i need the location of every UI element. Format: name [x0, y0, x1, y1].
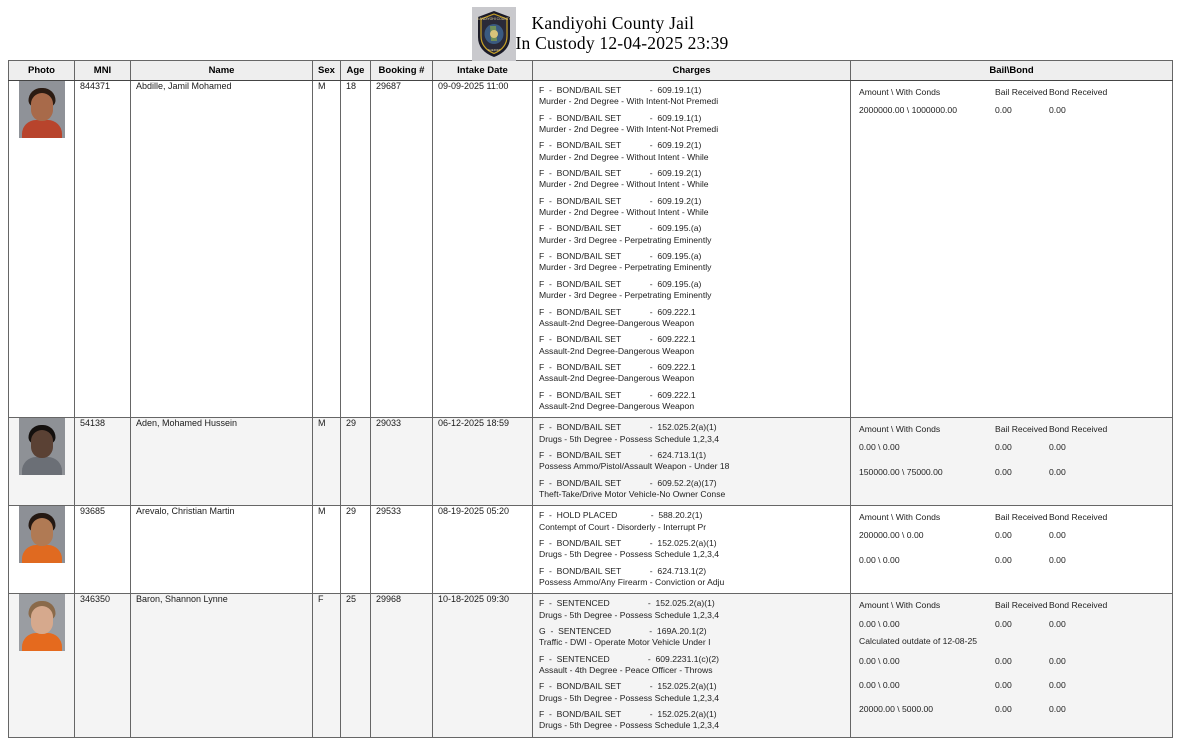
inmate-age-text: 25 — [346, 594, 357, 605]
charge-status-statute: F - BOND/BAIL SET - 609.19.2(1) — [539, 140, 702, 151]
inmate-name — [131, 594, 313, 737]
bail-bond-cell — [851, 418, 1173, 506]
column-header-name[interactable]: Name — [131, 61, 313, 81]
inmate-name — [131, 506, 313, 594]
charge-description: Assault-2nd Degree-Dangerous Weapon — [539, 400, 695, 411]
mugshot-image — [19, 594, 65, 651]
charge-item — [539, 85, 844, 108]
charge-description: Theft-Take/Drive Motor Vehicle-No Owner Conse — [539, 488, 726, 499]
booking-number — [371, 594, 433, 737]
bail-header-amount: Amount \ With Conds — [859, 600, 941, 611]
bail-header-amount: Amount \ With Conds — [859, 87, 941, 97]
charge-item — [539, 510, 844, 533]
bail-header-amount: Amount \ With Conds — [859, 512, 941, 523]
mugshot-image — [19, 506, 65, 563]
bail-received-value: 0.00 — [995, 618, 1012, 629]
charge-list — [533, 594, 850, 736]
bail-received-value: 0.00 — [995, 655, 1012, 666]
booking-number-text: 29687 — [376, 81, 402, 91]
charge-description: Murder - 3rd Degree - Perpetrating Eminently — [539, 262, 712, 273]
bail-row — [859, 704, 1164, 715]
charge-item — [539, 362, 844, 385]
bail-row — [859, 105, 1164, 116]
table-body — [9, 81, 1173, 738]
bail-block — [851, 594, 1172, 718]
bail-amount: 20000.00 \ 5000.00 — [859, 704, 934, 715]
intake-date-text: 06-12-2025 18:59 — [438, 418, 510, 429]
charge-status-statute: F - BOND/BAIL SET - 609.222.1 — [539, 389, 696, 400]
inmate-mni-text: 93685 — [80, 506, 106, 517]
charges-cell — [533, 506, 851, 594]
inmate-photo-cell — [9, 594, 75, 737]
inmate-sex-text: M — [318, 506, 326, 517]
charge-description: Assault-2nd Degree-Dangerous Weapon — [539, 345, 695, 356]
charge-status-statute: F - BOND/BAIL SET - 609.52.2(a)(17) — [539, 477, 717, 488]
intake-date — [433, 506, 533, 594]
charge-description: Murder - 2nd Degree - Without Intent - While — [539, 179, 709, 190]
column-header-photo[interactable]: Photo — [9, 61, 75, 81]
bail-header-bail-received: Bail Received — [995, 512, 1048, 523]
bail-amount: 0.00 \ 0.00 — [859, 554, 900, 565]
column-header-intake[interactable]: Intake Date — [433, 61, 533, 81]
bail-header-bail-received: Bail Received — [995, 87, 1048, 97]
booking-number-text: 29033 — [376, 418, 402, 429]
inmate-sex — [313, 81, 341, 418]
bond-received-value: 0.00 — [1049, 618, 1066, 629]
bail-block — [851, 81, 1172, 119]
roster-table — [8, 60, 1173, 738]
charge-description: Drugs - 5th Degree - Possess Schedule 1,2,3,4 — [539, 609, 720, 620]
bail-received-value: 0.00 — [995, 704, 1012, 715]
charge-item — [539, 223, 844, 246]
bail-header-bail-received: Bail Received — [995, 600, 1048, 611]
charge-status-statute: F - HOLD PLACED - 588.20.2(1) — [539, 510, 703, 521]
booking-number — [371, 81, 433, 418]
bail-header-bond-received: Bond Received — [1049, 424, 1108, 435]
inmate-mni — [75, 506, 131, 594]
charge-description: Murder - 2nd Degree - Without Intent - While — [539, 207, 709, 218]
column-header-booking[interactable]: Booking # — [371, 61, 433, 81]
charge-status-statute: F - BOND/BAIL SET - 609.19.2(1) — [539, 168, 702, 179]
inmate-sex — [313, 506, 341, 594]
charge-item — [539, 422, 844, 445]
table-row[interactable] — [9, 418, 1173, 506]
charge-status-statute: F - BOND/BAIL SET - 609.222.1 — [539, 306, 696, 317]
charge-description: Murder - 3rd Degree - Perpetrating Eminently — [539, 290, 712, 301]
bail-row — [859, 656, 1164, 667]
charge-description: Murder - 2nd Degree - Without Intent - While — [539, 151, 709, 162]
bond-received-value: 0.00 — [1049, 466, 1066, 477]
bail-header-bond-received: Bond Received — [1049, 512, 1108, 523]
inmate-age — [341, 506, 371, 594]
charge-item — [539, 334, 844, 357]
charge-description: Possess Ammo/Pistol/Assault Weapon - Under 18 — [539, 461, 730, 472]
mugshot-image — [19, 81, 65, 138]
inmate-age-text: 29 — [346, 418, 357, 429]
bond-received-value: 0.00 — [1049, 442, 1066, 453]
charges-cell — [533, 418, 851, 506]
bail-row — [859, 680, 1164, 691]
charge-status-statute: F - BOND/BAIL SET - 152.025.2(a)(1) — [539, 538, 717, 548]
bond-received-value: 0.00 — [1049, 655, 1066, 666]
bail-received-value: 0.00 — [995, 554, 1012, 565]
charge-description: Contempt of Court - Disorderly - Interrupt Pr — [539, 521, 707, 532]
bail-received-value: 0.00 — [995, 680, 1012, 691]
intake-date — [433, 418, 533, 506]
bail-header-amount: Amount \ With Conds — [859, 424, 941, 435]
roster-table-container — [0, 60, 1200, 738]
bail-amount: 0.00 \ 0.00 — [859, 618, 900, 629]
table-header-row — [9, 61, 1173, 81]
intake-date — [433, 594, 533, 737]
bail-received-value: 0.00 — [995, 105, 1012, 116]
inmate-photo-cell — [9, 418, 75, 506]
bail-block — [851, 418, 1172, 481]
bail-received-value: 0.00 — [995, 466, 1012, 477]
page-title: Kandiyohi County Jail — [531, 12, 695, 33]
bail-column-headers — [859, 600, 1164, 611]
charge-status-statute: F - BOND/BAIL SET - 152.025.2(a)(1) — [539, 681, 717, 692]
inmate-mni-text: 54138 — [80, 418, 106, 429]
intake-date-text: 10-18-2025 09:30 — [438, 594, 510, 605]
charge-item — [539, 140, 844, 163]
charge-description: Drugs - 5th Degree - Possess Schedule 1,2,3,4 — [539, 549, 720, 560]
charge-description: Possess Ammo/Any Firearm - Conviction or Adju — [539, 577, 725, 588]
charge-status-statute: F - BOND/BAIL SET - 609.195.(a) — [539, 223, 702, 234]
bail-amount: 0.00 \ 0.00 — [859, 442, 900, 453]
inmate-age — [341, 418, 371, 506]
mugshot-image — [19, 418, 65, 475]
column-header-age[interactable]: Age — [341, 61, 371, 81]
inmate-photo-cell — [9, 506, 75, 594]
bond-received-value: 0.00 — [1049, 105, 1066, 116]
charge-item — [539, 168, 844, 191]
charge-status-statute: F - BOND/BAIL SET - 152.025.2(a)(1) — [539, 422, 717, 433]
charge-list — [533, 418, 850, 505]
inmate-age — [341, 81, 371, 418]
charge-item — [539, 390, 844, 413]
charge-item — [539, 279, 844, 302]
bail-amount: 200000.00 \ 0.00 — [859, 530, 924, 541]
intake-date-text: 08-19-2025 05:20 — [438, 506, 510, 517]
charge-item — [539, 654, 844, 677]
column-header-bail[interactable]: Bail\Bond — [851, 61, 1173, 81]
charge-status-statute: F - SENTENCED - 152.025.2(a)(1) — [539, 598, 715, 609]
inmate-age-text: 29 — [346, 506, 357, 517]
inmate-age — [341, 594, 371, 737]
charge-item — [539, 307, 844, 330]
charge-description: Assault-2nd Degree-Dangerous Weapon — [539, 373, 695, 384]
inmate-photo-cell — [9, 81, 75, 418]
charge-item — [539, 251, 844, 274]
bail-note: Calculated outdate of 12-08-25 — [859, 635, 978, 646]
bail-amount: 150000.00 \ 75000.00 — [859, 466, 943, 477]
bail-header-bond-received: Bond Received — [1049, 600, 1108, 611]
inmate-sex-text: M — [318, 418, 326, 429]
bail-bond-cell — [851, 594, 1173, 737]
bail-row — [859, 619, 1164, 630]
charges-cell — [533, 594, 851, 737]
table-row[interactable] — [9, 81, 1173, 418]
charge-item — [539, 566, 844, 589]
page-header — [0, 0, 1200, 60]
charge-item — [539, 626, 844, 649]
inmate-age-text: 18 — [346, 81, 357, 91]
inmate-name-text: Arevalo, Christian Martin — [136, 506, 235, 517]
charge-status-statute: F - BOND/BAIL SET - 609.222.1 — [539, 361, 696, 372]
inmate-name-text: Aden, Mohamed Hussein — [136, 418, 238, 429]
inmate-mni-text: 346350 — [80, 594, 111, 605]
booking-number-text: 29968 — [376, 594, 402, 605]
table-row[interactable] — [9, 506, 1173, 594]
inmate-sex — [313, 418, 341, 506]
column-header-sex[interactable]: Sex — [313, 61, 341, 81]
bail-column-headers — [859, 424, 1164, 435]
charge-status-statute: F - SENTENCED - 609.2231.1(c)(2) — [539, 653, 720, 664]
intake-date — [433, 81, 533, 418]
charge-status-statute: F - BOND/BAIL SET - 609.19.1(1) — [539, 112, 702, 123]
charge-status-statute: F - BOND/BAIL SET - 152.025.2(a)(1) — [539, 709, 717, 720]
bail-row — [859, 442, 1164, 453]
inmate-mni — [75, 418, 131, 506]
charge-item — [539, 450, 844, 473]
charge-description: Murder - 2nd Degree - With Intent-Not Premedi — [539, 124, 719, 135]
bail-received-value: 0.00 — [995, 442, 1012, 453]
bail-row — [859, 555, 1164, 566]
charge-status-statute: F - BOND/BAIL SET - 609.19.2(1) — [539, 195, 702, 206]
charge-status-statute: F - BOND/BAIL SET - 609.195.(a) — [539, 251, 702, 262]
page-subtitle: In Custody 12-04-2025 23:39 — [515, 32, 729, 53]
bail-column-headers — [859, 512, 1164, 523]
charge-list — [533, 81, 850, 417]
charge-item — [539, 681, 844, 704]
bond-received-value: 0.00 — [1049, 530, 1066, 541]
sheriff-badge-icon — [472, 7, 516, 61]
charge-item — [539, 113, 844, 136]
title-block — [515, 12, 729, 53]
intake-date-text: 09-09-2025 11:00 — [438, 81, 509, 91]
bail-received-value: 0.00 — [995, 530, 1012, 541]
inmate-mni — [75, 594, 131, 737]
charge-description: Drugs - 5th Degree - Possess Schedule 1,2,3,4 — [539, 720, 720, 731]
bail-column-headers — [859, 87, 1164, 98]
charge-status-statute: F - BOND/BAIL SET - 609.222.1 — [539, 334, 696, 345]
column-header-charges[interactable]: Charges — [533, 61, 851, 81]
inmate-mni — [75, 81, 131, 418]
bail-header-bond-received: Bond Received — [1049, 87, 1108, 97]
svg-text:KANDIYOHI COUNTY: KANDIYOHI COUNTY — [476, 16, 511, 21]
bond-received-value: 0.00 — [1049, 704, 1066, 715]
table-row[interactable] — [9, 594, 1173, 737]
bond-received-value: 0.00 — [1049, 554, 1066, 565]
charge-item — [539, 538, 844, 561]
bail-amount: 0.00 \ 0.00 — [859, 680, 900, 691]
charge-status-statute: F - BOND/BAIL SET - 624.713.1(2) — [539, 565, 707, 576]
bail-bond-cell — [851, 506, 1173, 594]
charge-description: Murder - 2nd Degree - With Intent-Not Premedi — [539, 96, 719, 107]
charge-item — [539, 709, 844, 732]
charge-item — [539, 196, 844, 219]
inmate-name — [131, 81, 313, 418]
booking-number-text: 29533 — [376, 506, 402, 517]
bail-header-bail-received: Bail Received — [995, 424, 1048, 435]
charges-cell — [533, 81, 851, 418]
charge-list — [533, 506, 850, 593]
booking-number — [371, 418, 433, 506]
inmate-name — [131, 418, 313, 506]
charge-status-statute: G - SENTENCED - 169A.20.1(2) — [539, 626, 707, 637]
charge-description: Assault - 4th Degree - Peace Officer - Throws — [539, 665, 713, 676]
charge-item — [539, 478, 844, 501]
charge-description: Drugs - 5th Degree - Possess Schedule 1,2,3,4 — [539, 692, 720, 703]
charge-description: Assault-2nd Degree-Dangerous Weapon — [539, 317, 695, 328]
inmate-name-text: Baron, Shannon Lynne — [136, 594, 228, 605]
bail-row — [859, 530, 1164, 541]
inmate-name-text: Abdille, Jamil Mohamed — [136, 81, 232, 91]
bail-row — [859, 467, 1164, 478]
charge-description: Murder - 3rd Degree - Perpetrating Eminently — [539, 234, 712, 245]
bail-bond-cell — [851, 81, 1173, 418]
bail-amount: 0.00 \ 0.00 — [859, 655, 900, 666]
charge-status-statute: F - BOND/BAIL SET - 624.713.1(1) — [539, 449, 707, 460]
charge-status-statute: F - BOND/BAIL SET - 609.195.(a) — [539, 278, 702, 289]
charge-description: Traffic - DWI - Operate Motor Vehicle Under I — [539, 637, 711, 648]
bail-block — [851, 506, 1172, 569]
bail-amount: 2000000.00 \ 1000000.00 — [859, 105, 957, 116]
booking-number — [371, 506, 433, 594]
inmate-sex — [313, 594, 341, 737]
inmate-sex-text: F — [318, 594, 324, 605]
charge-description: Drugs - 5th Degree - Possess Schedule 1,2,3,4 — [539, 433, 720, 444]
bond-received-value: 0.00 — [1049, 680, 1066, 691]
inmate-sex-text: M — [318, 81, 326, 91]
column-header-mni[interactable]: MNI — [75, 61, 131, 81]
svg-text:SHERIFF: SHERIFF — [487, 47, 500, 52]
charge-status-statute: F - BOND/BAIL SET - 609.19.1(1) — [539, 85, 702, 95]
charge-item — [539, 598, 844, 621]
inmate-mni-text: 844371 — [80, 81, 111, 91]
